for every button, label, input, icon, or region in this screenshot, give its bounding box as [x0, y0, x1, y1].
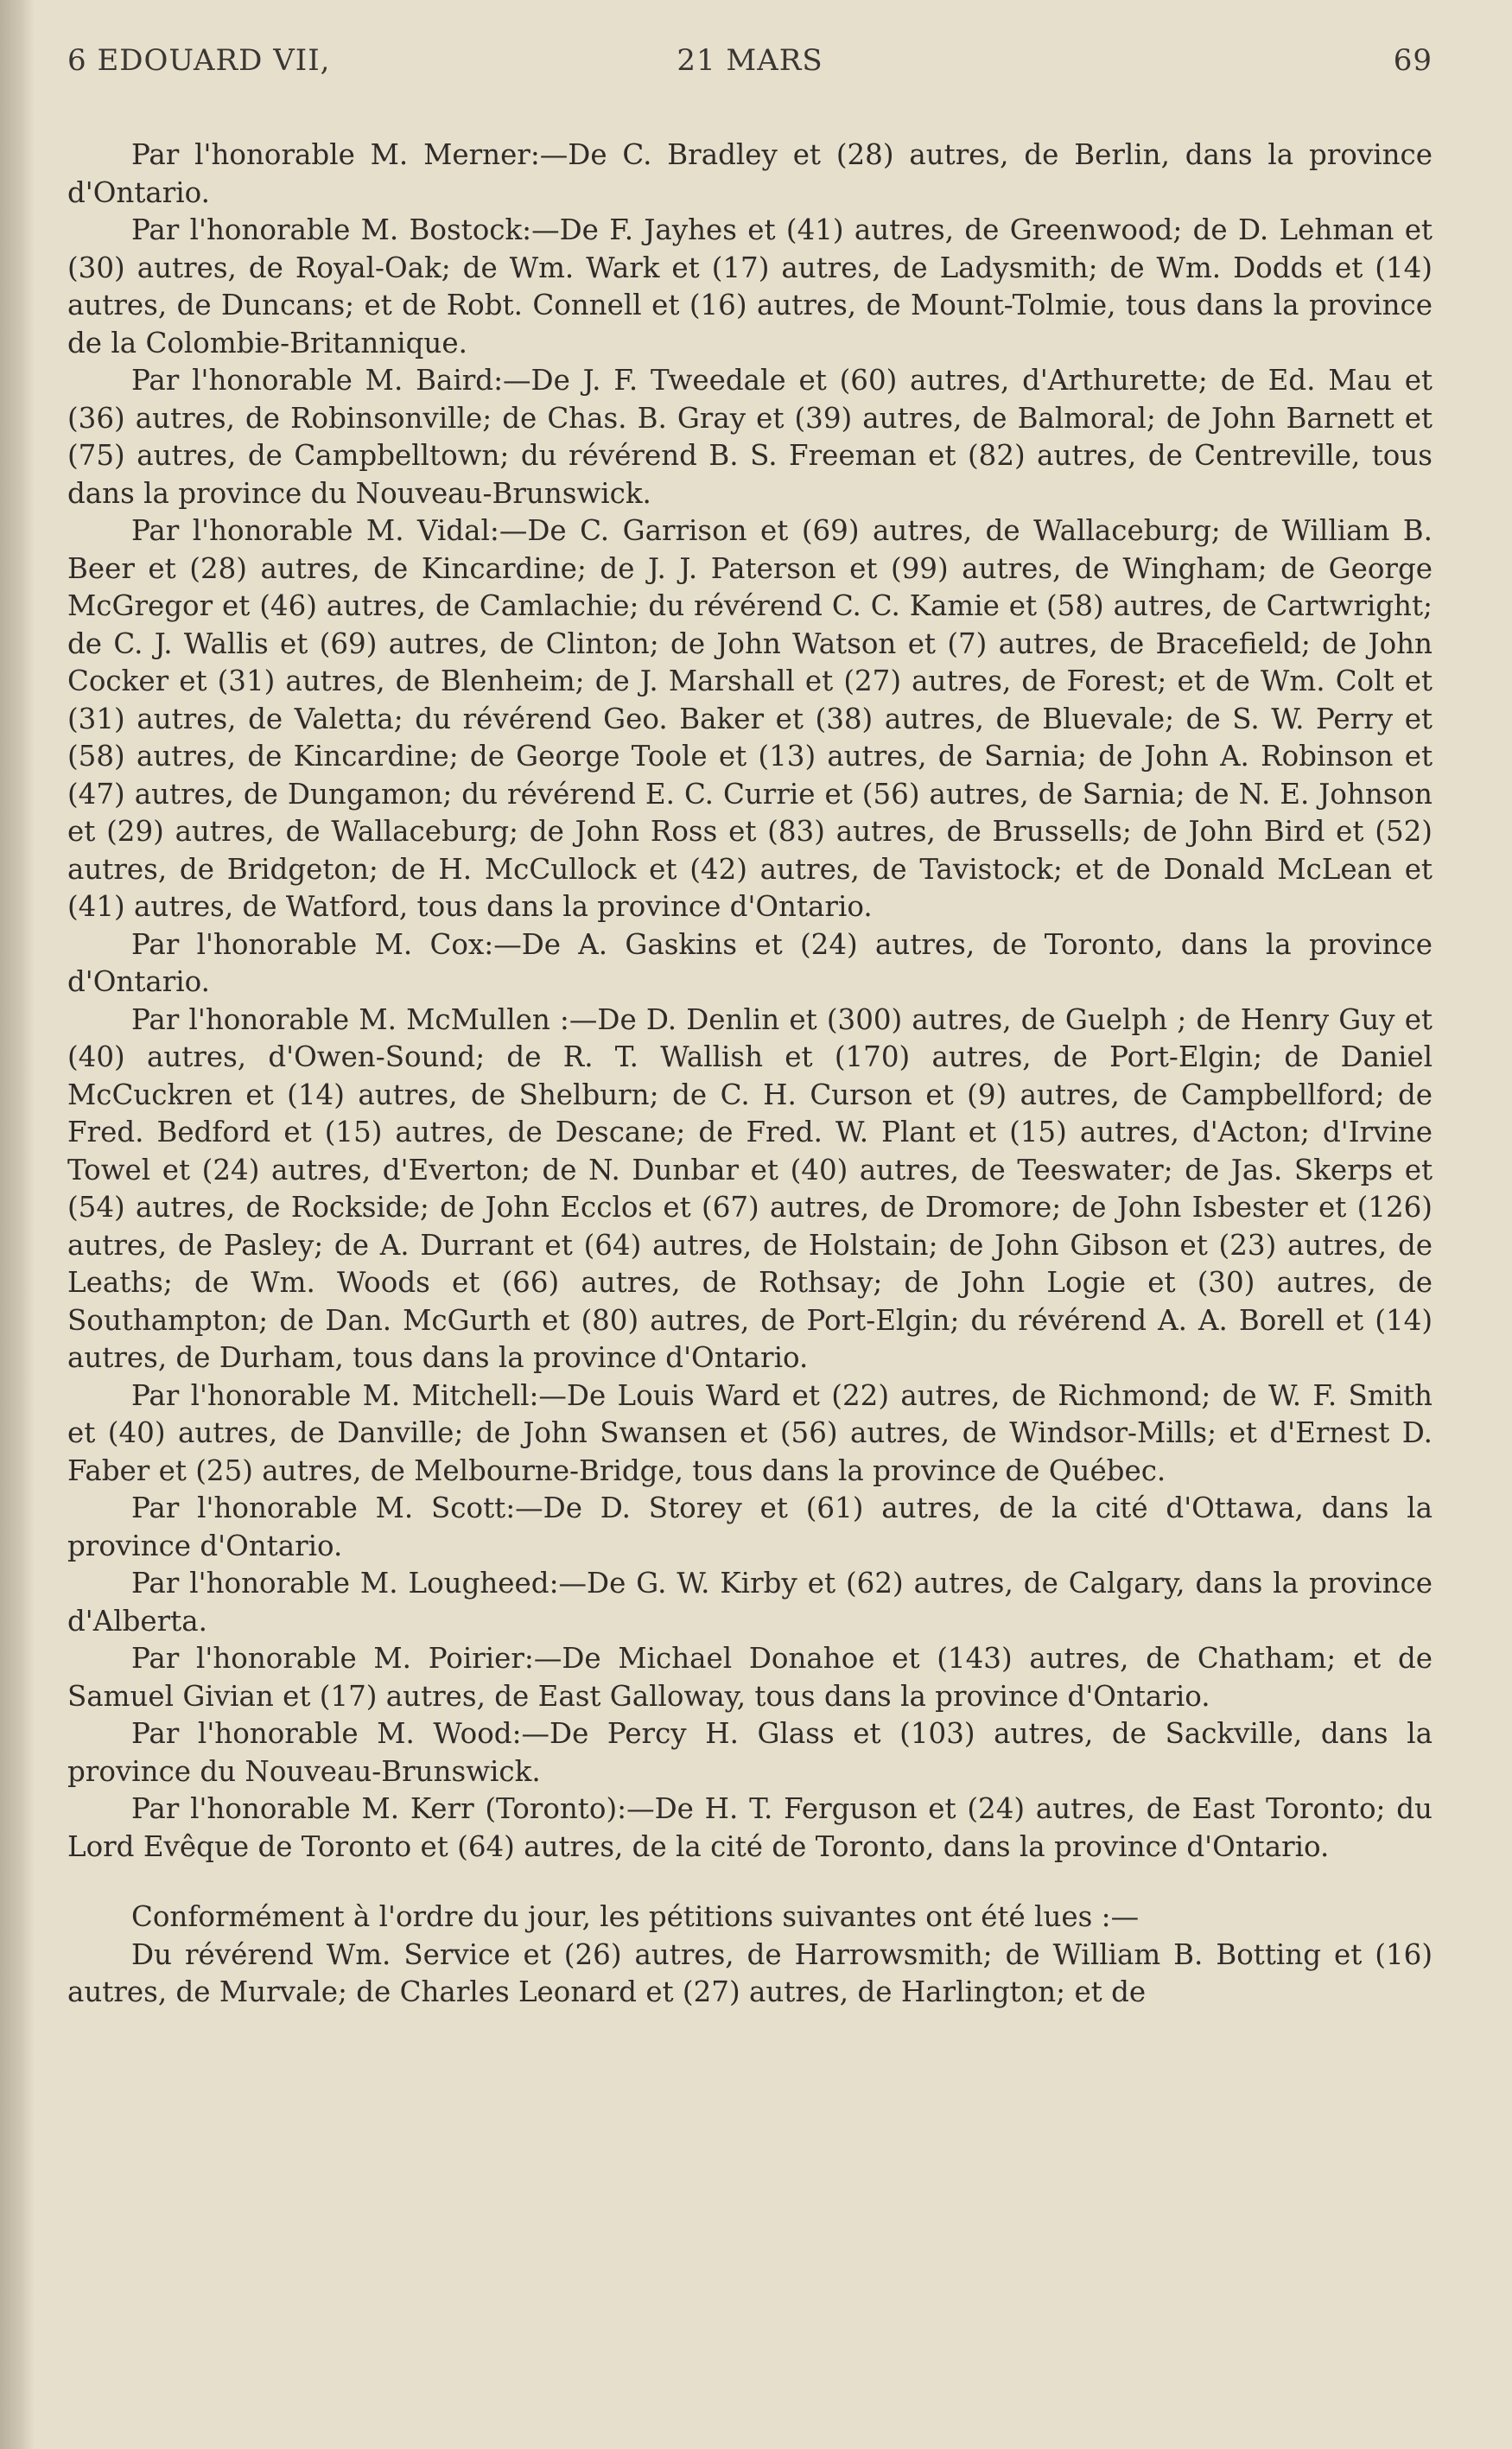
paragraph-poirier: Par l'honorable M. Poirier:—De Michael Donahoe et (143) autres, de Chatham; et de Samuel Givian et (17) autres, de East Galloway, tous dans la province d'Ontario. — [67, 1642, 1433, 1713]
paragraph-kerr: Par l'honorable M. Kerr (Toronto):—De H. T. Ferguson et (24) autres, de East Toronto; du Lord Evêque de Toronto et (64) autres, de la cité de Toronto, dans la province d'Ontario. — [67, 1792, 1433, 1863]
paragraph-scott: Par l'honorable M. Scott:—De D. Storey et (61) autres, de la cité d'Ottawa, dans la province d'Ontario. — [67, 1492, 1433, 1562]
document-body — [67, 137, 1433, 2012]
paragraph-order-of-day: Conformément à l'ordre du jour, les pétitions suivantes ont été lues :— — [131, 1900, 1140, 1933]
paragraph-bostock: Par l'honorable M. Bostock:—De F. Jayhes et (41) autres, de Greenwood; de D. Lehman et (30) autres, de Royal-Oak; de Wm. Wark et (17) autres, de Ladysmith; de Wm. Dodds et (14) autres, de Duncans; et de Robt. Connell et (16) autres, de Mount-Tolmie, tous dans la province de la Colombie-Britannique. — [67, 213, 1433, 359]
paragraph-vidal: Par l'honorable M. Vidal:—De C. Garrison et (69) autres, de Wallaceburg; de William B. Beer et (28) autres, de Kincardine; de J. J. Paterson et (99) autres, de Wingham; de George McGregor et (46) autres, de Camlachie; du révérend C. C. Kamie et (58) autres, de Cartwright; de C. J. Wallis et (69) autres, de Clinton; de John Watson et (7) autres, de Bracefield; de John Cocker et (31) autres, de Blenheim; de J. Marshall et (27) autres, de Forest; et de Wm. Colt et (31) autres, de Valetta; du révérend Geo. Baker et (38) autres, de Bluevale; de S. W. Perry et (58) autres, de Kincardine; de George Toole et (13) autres, de Sarnia; de John A. Robinson et (47) autres, de Dungamon; du révérend E. C. Currie et (56) autres, de Sarnia; de N. E. Johnson et (29) autres, de Wallaceburg; de John Ross et (83) autres, de Brussells; de John Bird et (52) autres, de Bridgeton; de H. McCullock et (42) autres, de Tavistock; et de Donald McLean et (41) autres, de Watford, tous dans la province d'Ontario. — [67, 514, 1433, 923]
paragraph-cox: Par l'honorable M. Cox:—De A. Gaskins et (24) autres, de Toronto, dans la province d'Ontario. — [67, 927, 1433, 998]
paragraph-mitchell: Par l'honorable M. Mitchell:—De Louis Ward et (22) autres, de Richmond; de W. F. Smith et (40) autres, de Danville; de John Swansen et (56) autres, de Windsor-Mills; et d'Ernest D. Faber et (25) autres, de Melbourne-Bridge, tous dans la province de Québec. — [67, 1378, 1433, 1487]
paragraph-merner: Par l'honorable M. Merner:—De C. Bradley et (28) autres, de Berlin, dans la province d'Ontario. — [67, 138, 1433, 209]
paragraph-wood: Par l'honorable M. Wood:—De Percy H. Glass et (103) autres, de Sackville, dans la province du Nouveau-Brunswick. — [67, 1717, 1433, 1788]
page-binding-edge — [0, 0, 35, 2449]
paragraph-baird: Par l'honorable M. Baird:—De J. F. Tweedale et (60) autres, d'Arthurette; de Ed. Mau et (36) autres, de Robinsonville; de Chas. B. Gray et (39) autres, de Balmoral; de John Barnett et (75) autres, de Campbelltown; du révérend B. S. Freeman et (82) autres, de Centreville, tous dans la province du Nouveau-Brunswick. — [67, 364, 1433, 510]
header-volume: 6 EDOUARD VII, — [67, 43, 331, 78]
paragraph-lougheed: Par l'honorable M. Lougheed:—De G. W. Kirby et (62) autres, de Calgary, dans la province d'Alberta. — [67, 1567, 1433, 1638]
page-number: 69 — [1393, 43, 1433, 78]
document-page — [67, 43, 1433, 2411]
paragraph-mcmullen: Par l'honorable M. McMullen :—De D. Denlin et (300) autres, de Guelph ; de Henry Guy et (40) autres, d'Owen-Sound; de R. T. Wallish et (170) autres, de Port-Elgin; de Daniel McCuckren et (14) autres, de Shelburn; de C. H. Curson et (9) autres, de Campbellford; de Fred. Bedford et (15) autres, de Descane; de Fred. W. Plant et (15) autres, d'Acton; d'Irvine Towel et (24) autres, d'Everton; de N. Dunbar et (40) autres, de Teeswater; de Jas. Skerps et (54) autres, de Rockside; de John Ecclos et (67) autres, de Dromore; de John Isbester et (126) autres, de Pasley; de A. Durrant et (64) autres, de Holstain; de John Gibson et (23) autres, de Leaths; de Wm. Woods et (66) autres, de Rothsay; de John Logie et (30) autres, de Southampton; de Dan. McGurth et (80) autres, de Port-Elgin; du révérend A. A. Borell et (14) autres, de Durham, tous dans la province d'Ontario. — [67, 1002, 1433, 1374]
running-header — [67, 43, 1433, 95]
header-date: 21 MARS — [677, 43, 823, 78]
paragraph-service: Du révérend Wm. Service et (26) autres, de Harrowsmith; de William B. Botting et (16) autres, de Murvale; de Charles Leonard et (27) autres, de Harlington; et de — [67, 1937, 1433, 2008]
